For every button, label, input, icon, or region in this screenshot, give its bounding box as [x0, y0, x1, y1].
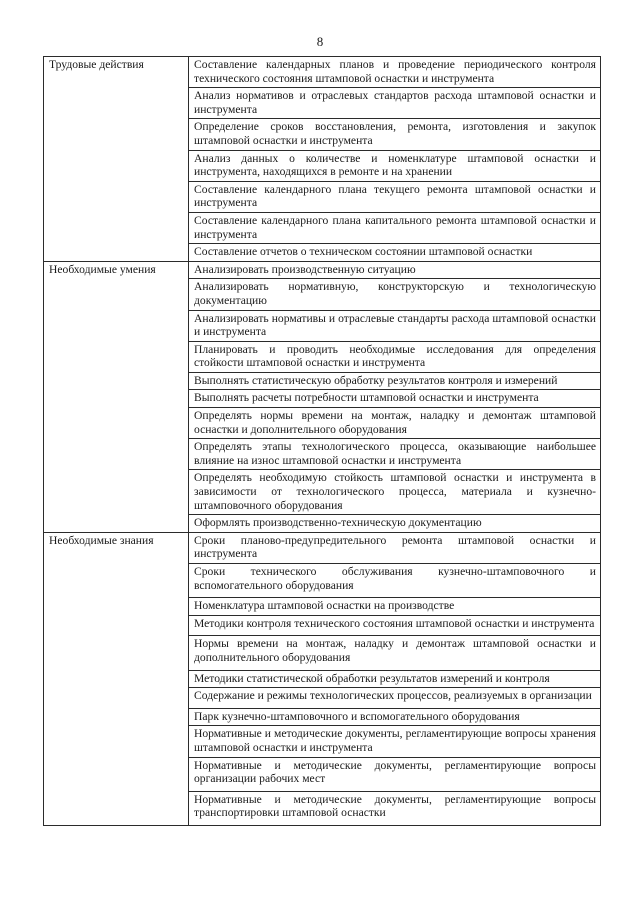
competency-table-body — [44, 57, 601, 826]
section-item: Выполнять расчеты потребности штамповой оснастки и инструмента — [189, 390, 601, 408]
section-item: Нормы времени на монтаж, наладку и демонтаж штамповой оснастки и дополнительного оборудования — [189, 636, 601, 670]
section-item: Определять необходимую стойкость штамповой оснастки и инструмента в зависимости от технологического процесса, материала и кузнечно-штамповочного оборудования — [189, 470, 601, 515]
section-item: Составление отчетов о техническом состоянии штамповой оснастки — [189, 244, 601, 262]
section-item: Парк кузнечно-штамповочного и вспомогательного оборудования — [189, 708, 601, 726]
section-label: Необходимые знания — [44, 532, 189, 825]
section-item: Содержание и режимы технологических процессов, реализуемых в организации — [189, 688, 601, 709]
competency-table — [43, 56, 601, 826]
section-item: Определение сроков восстановления, ремонта, изготовления и закупок штамповой оснастки и инструмента — [189, 119, 601, 150]
section-item: Анализировать нормативную, конструкторскую и технологическую документацию — [189, 279, 601, 310]
section-item: Определять нормы времени на монтаж, наладку и демонтаж штамповой оснастки и дополнительного оборудования — [189, 408, 601, 439]
section-item: Составление календарных планов и проведение периодического контроля технического состояния штамповой оснастки и инструмента — [189, 57, 601, 88]
section-item: Сроки технического обслуживания кузнечно-штамповочного и вспомогательного оборудования — [189, 564, 601, 598]
section-item: Анализ данных о количестве и номенклатуре штамповой оснастки и инструмента, находящихся в ремонте и на хранении — [189, 150, 601, 181]
section-item: Нормативные и методические документы, регламентирующие вопросы хранения штамповой оснастки и инструмента — [189, 726, 601, 757]
page-number: 8 — [316, 34, 324, 49]
section-item: Методики контроля технического состояния штамповой оснастки и инструмента — [189, 615, 601, 636]
section-item: Планировать и проводить необходимые исследования для определения стойкости штамповой оснастки и инструмента — [189, 341, 601, 372]
table-row — [44, 532, 601, 563]
section-item: Нормативные и методические документы, регламентирующие вопросы транспортировки штамповой оснастки — [189, 791, 601, 825]
table-row — [44, 57, 601, 88]
section-item: Оформлять производственно-техническую документацию — [189, 515, 601, 533]
table-row — [44, 261, 601, 279]
section-item: Нормативные и методические документы, регламентирующие вопросы организации рабочих мест — [189, 757, 601, 791]
section-item: Определять этапы технологического процесса, оказывающие наибольшее влияние на износ штамповой оснастки и инструмента — [189, 439, 601, 470]
section-label: Трудовые действия — [44, 57, 189, 262]
section-item: Анализ нормативов и отраслевых стандартов расхода штамповой оснастки и инструмента — [189, 88, 601, 119]
section-item: Методики статистической обработки результатов измерений и контроля — [189, 670, 601, 688]
section-item: Составление календарного плана капитального ремонта штамповой оснастки и инструмента — [189, 212, 601, 243]
section-item: Анализировать производственную ситуацию — [189, 261, 601, 279]
section-item: Сроки планово-предупредительного ремонта штамповой оснастки и инструмента — [189, 532, 601, 563]
section-item: Составление календарного плана текущего ремонта штамповой оснастки и инструмента — [189, 181, 601, 212]
section-item: Выполнять статистическую обработку результатов контроля и измерений — [189, 372, 601, 390]
section-item: Анализировать нормативы и отраслевые стандарты расхода штамповой оснастки и инструмента — [189, 310, 601, 341]
section-label: Необходимые умения — [44, 261, 189, 532]
section-item: Номенклатура штамповой оснастки на производстве — [189, 598, 601, 616]
